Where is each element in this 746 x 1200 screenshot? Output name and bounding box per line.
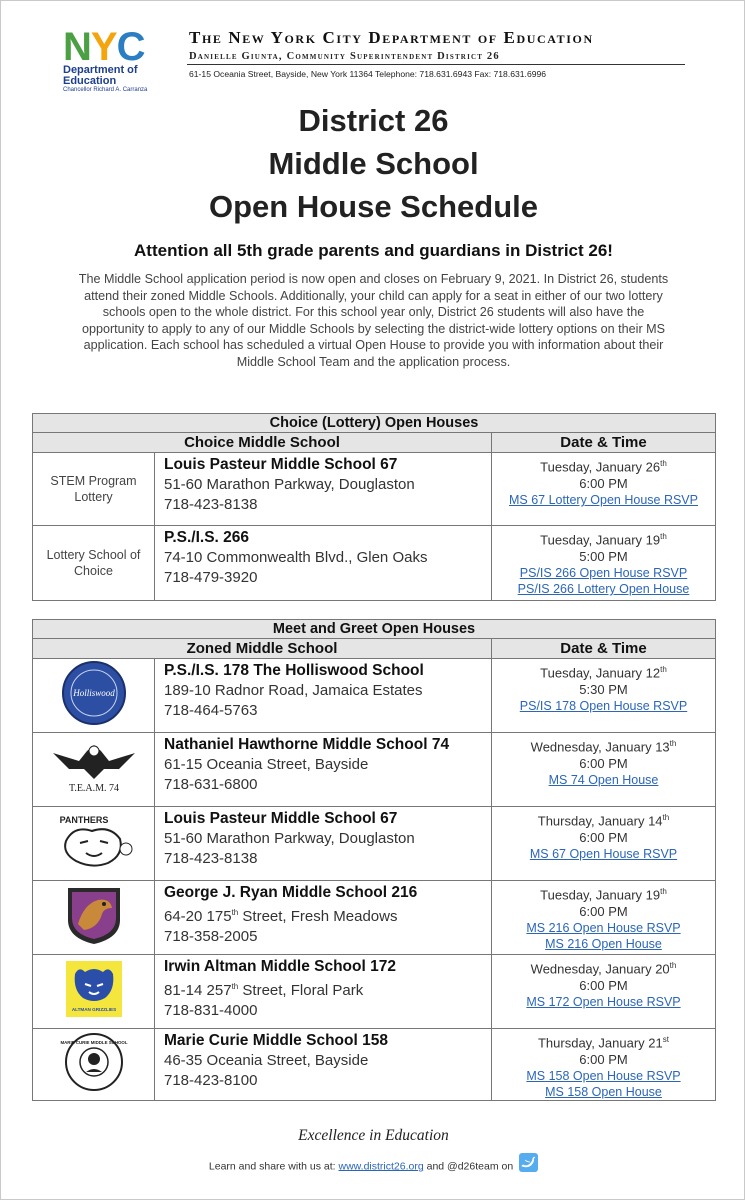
- date-cell: [492, 733, 716, 807]
- school-cell: [155, 453, 492, 526]
- svg-text:ALTMAN GRIZZLIES: ALTMAN GRIZZLIES: [71, 1007, 116, 1012]
- eagle-team-logo: [49, 739, 139, 795]
- panther-logo: [54, 811, 134, 871]
- school-phone: 718-423-8138: [164, 850, 258, 867]
- table-row: [33, 955, 716, 1029]
- date-time: 6:00 PM: [579, 904, 628, 920]
- school-cell: [155, 881, 492, 955]
- school-address: 46-35 Oceania Street, Bayside: [164, 1052, 369, 1069]
- school-phone: 718-423-8100: [164, 1072, 258, 1089]
- title-line-1: District 26: [298, 103, 449, 138]
- letterhead-title: The New York City Department of Education: [189, 28, 594, 47]
- date-cell: [492, 807, 716, 881]
- marie-curie-seal-logo: [59, 1032, 128, 1092]
- table-row: [33, 659, 716, 733]
- zoned-table: [32, 619, 716, 1101]
- rsvp-link[interactable]: MS 67 Open House RSVP: [529, 847, 678, 862]
- table-row: [33, 807, 716, 881]
- svg-text:MARIE CURIE MIDDLE SCHOOL: MARIE CURIE MIDDLE SCHOOL: [59, 1040, 128, 1046]
- table-row: [33, 453, 716, 526]
- grizzly-logo: [65, 960, 123, 1018]
- zoned-col-date: Date & Time: [492, 639, 716, 659]
- svg-text:Holliswood: Holliswood: [72, 688, 115, 698]
- footer-learn-suffix: and @d26team on: [423, 1160, 514, 1173]
- attention-heading: Attention all 5th grade parents and guardians in District 26!: [134, 241, 613, 260]
- school-address: 189-10 Radnor Road, Jamaica Estates: [164, 682, 423, 699]
- nyc-logo-letters: NYC: [63, 25, 145, 69]
- letterhead-address: 61-15 Oceania Street, Bayside, New York 11364 Telephone: 718.631.6943 Fax: 718.631.6996: [189, 69, 547, 79]
- date-cell: [492, 881, 716, 955]
- district-website-link[interactable]: www.district26.org: [338, 1160, 424, 1173]
- school-name: Irwin Altman Middle School 172: [164, 958, 396, 975]
- date-time: 5:30 PM: [579, 682, 628, 698]
- school-address: 51-60 Marathon Parkway, Douglaston: [164, 476, 415, 493]
- rsvp-link[interactable]: PS/IS 178 Open House RSVP: [519, 699, 688, 714]
- choice-section-header: Choice (Lottery) Open Houses: [33, 414, 716, 433]
- nyc-doe-logo: [63, 25, 173, 101]
- date-cell: [492, 955, 716, 1029]
- school-cell: [155, 659, 492, 733]
- table-row: [33, 733, 716, 807]
- date-day: Tuesday, January 19th: [540, 887, 667, 903]
- row-label: STEM Program Lottery: [33, 453, 155, 526]
- date-day: Thursday, January 21st: [537, 1035, 669, 1051]
- date-time: 5:00 PM: [579, 549, 628, 565]
- intro-paragraph: The Middle School application period is now open and closes on February 9, 2021. In District 26, students attend their zoned Middle Schools. Additionally, your child can apply for a seat in either of our two lottery schools open to the whole district. For this school year only, District 26 students will also have the opportunity to apply to any of our Middle Schools by selecting the district-wide lottery options on their MS application. Each school has scheduled a virtual Open House to provide you with information about their Middle School Team and the application process.: [78, 272, 669, 369]
- school-address: 81-14 257th Street, Floral Park: [164, 982, 364, 999]
- rsvp-link[interactable]: MS 158 Open House RSVP: [526, 1069, 681, 1084]
- footer-motto: Excellence in Education: [298, 1127, 449, 1144]
- zoned-section-header: Meet and Greet Open Houses: [33, 620, 716, 639]
- title-line-3: Open House Schedule: [208, 189, 538, 224]
- school-name: George J. Ryan Middle School 216: [164, 884, 418, 901]
- school-name: P.S./I.S. 266: [164, 529, 250, 546]
- twitter-icon[interactable]: [519, 1153, 538, 1172]
- date-day: Wednesday, January 20th: [530, 961, 677, 977]
- school-name: P.S./I.S. 178 The Holliswood School: [164, 662, 424, 679]
- school-phone: 718-464-5763: [164, 702, 258, 719]
- date-day: Thursday, January 14th: [537, 813, 670, 829]
- date-cell: [492, 659, 716, 733]
- date-day: Tuesday, January 26th: [540, 459, 667, 475]
- date-cell: [492, 453, 716, 526]
- lottery-link[interactable]: PS/IS 266 Lottery Open House: [517, 582, 690, 597]
- logo-cell: [33, 733, 155, 807]
- footer-learn-prefix: Learn and share with us at:: [208, 1160, 339, 1173]
- table-row: [33, 881, 716, 955]
- logo-cell: [33, 807, 155, 881]
- eagle-shield-logo: [64, 884, 124, 946]
- zoned-col-school: Zoned Middle School: [33, 639, 492, 659]
- letterhead-subtitle: Danielle Giunta, Community Superintendent District 26: [189, 51, 500, 62]
- date-time: 6:00 PM: [579, 830, 628, 846]
- svg-text:T.E.A.M. 74: T.E.A.M. 74: [68, 783, 119, 794]
- date-day: Wednesday, January 13th: [530, 739, 677, 755]
- title-line-2: Middle School: [268, 146, 479, 181]
- date-time: 6:00 PM: [579, 978, 628, 994]
- open-house-link[interactable]: MS 74 Open House: [548, 773, 659, 788]
- logo-cell: [33, 955, 155, 1029]
- school-phone: 718-479-3920: [164, 569, 258, 586]
- logo-cell: [33, 659, 155, 733]
- letterhead-rule: [187, 64, 685, 65]
- logo-org: Department of Education: [63, 64, 138, 87]
- school-name: Louis Pasteur Middle School 67: [164, 810, 398, 827]
- rsvp-link[interactable]: MS 216 Open House RSVP: [526, 921, 681, 936]
- holliswood-seal-logo: [61, 660, 127, 726]
- date-time: 6:00 PM: [579, 1052, 628, 1068]
- school-cell: [155, 526, 492, 601]
- school-phone: 718-358-2005: [164, 928, 258, 945]
- school-address: 74-10 Commonwealth Blvd., Glen Oaks: [164, 549, 428, 566]
- date-day: Tuesday, January 12th: [540, 665, 667, 681]
- school-cell: [155, 955, 492, 1029]
- school-address: 64-20 175th Street, Fresh Meadows: [164, 908, 398, 925]
- school-phone: 718-831-4000: [164, 1002, 258, 1019]
- school-cell: [155, 807, 492, 881]
- date-time: 6:00 PM: [579, 476, 628, 492]
- svg-text:PANTHERS: PANTHERS: [59, 815, 108, 825]
- open-house-link[interactable]: MS 158 Open House: [545, 1085, 662, 1100]
- school-cell: [155, 1029, 492, 1101]
- rsvp-link[interactable]: PS/IS 266 Open House RSVP: [519, 566, 688, 581]
- date-cell: [492, 526, 716, 601]
- school-address: 51-60 Marathon Parkway, Douglaston: [164, 830, 415, 847]
- table-row: [33, 1029, 716, 1101]
- school-name: Nathaniel Hawthorne Middle School 74: [164, 736, 450, 753]
- open-house-link[interactable]: MS 216 Open House: [545, 937, 662, 952]
- choice-table: [32, 413, 716, 601]
- choice-col-date: Date & Time: [492, 433, 716, 453]
- school-phone: 718-423-8138: [164, 496, 258, 513]
- footer-learn: [1, 1157, 746, 1176]
- choice-col-school: Choice Middle School: [33, 433, 492, 453]
- school-phone: 718-631-6800: [164, 776, 258, 793]
- date-time: 6:00 PM: [579, 756, 628, 772]
- logo-cell: [33, 881, 155, 955]
- school-name: Marie Curie Middle School 158: [164, 1032, 388, 1049]
- school-cell: [155, 733, 492, 807]
- logo-chancellor: Chancellor Richard A. Carranza: [63, 87, 148, 93]
- row-label: Lottery School of Choice: [33, 526, 155, 601]
- date-cell: [492, 1029, 716, 1101]
- school-name: Louis Pasteur Middle School 67: [164, 456, 398, 473]
- rsvp-link[interactable]: MS 67 Lottery Open House RSVP: [509, 493, 698, 508]
- rsvp-link[interactable]: MS 172 Open House RSVP: [526, 995, 681, 1010]
- logo-cell: [33, 1029, 155, 1101]
- date-day: Tuesday, January 19th: [540, 532, 667, 548]
- table-row: [33, 526, 716, 601]
- school-address: 61-15 Oceania Street, Bayside: [164, 756, 369, 773]
